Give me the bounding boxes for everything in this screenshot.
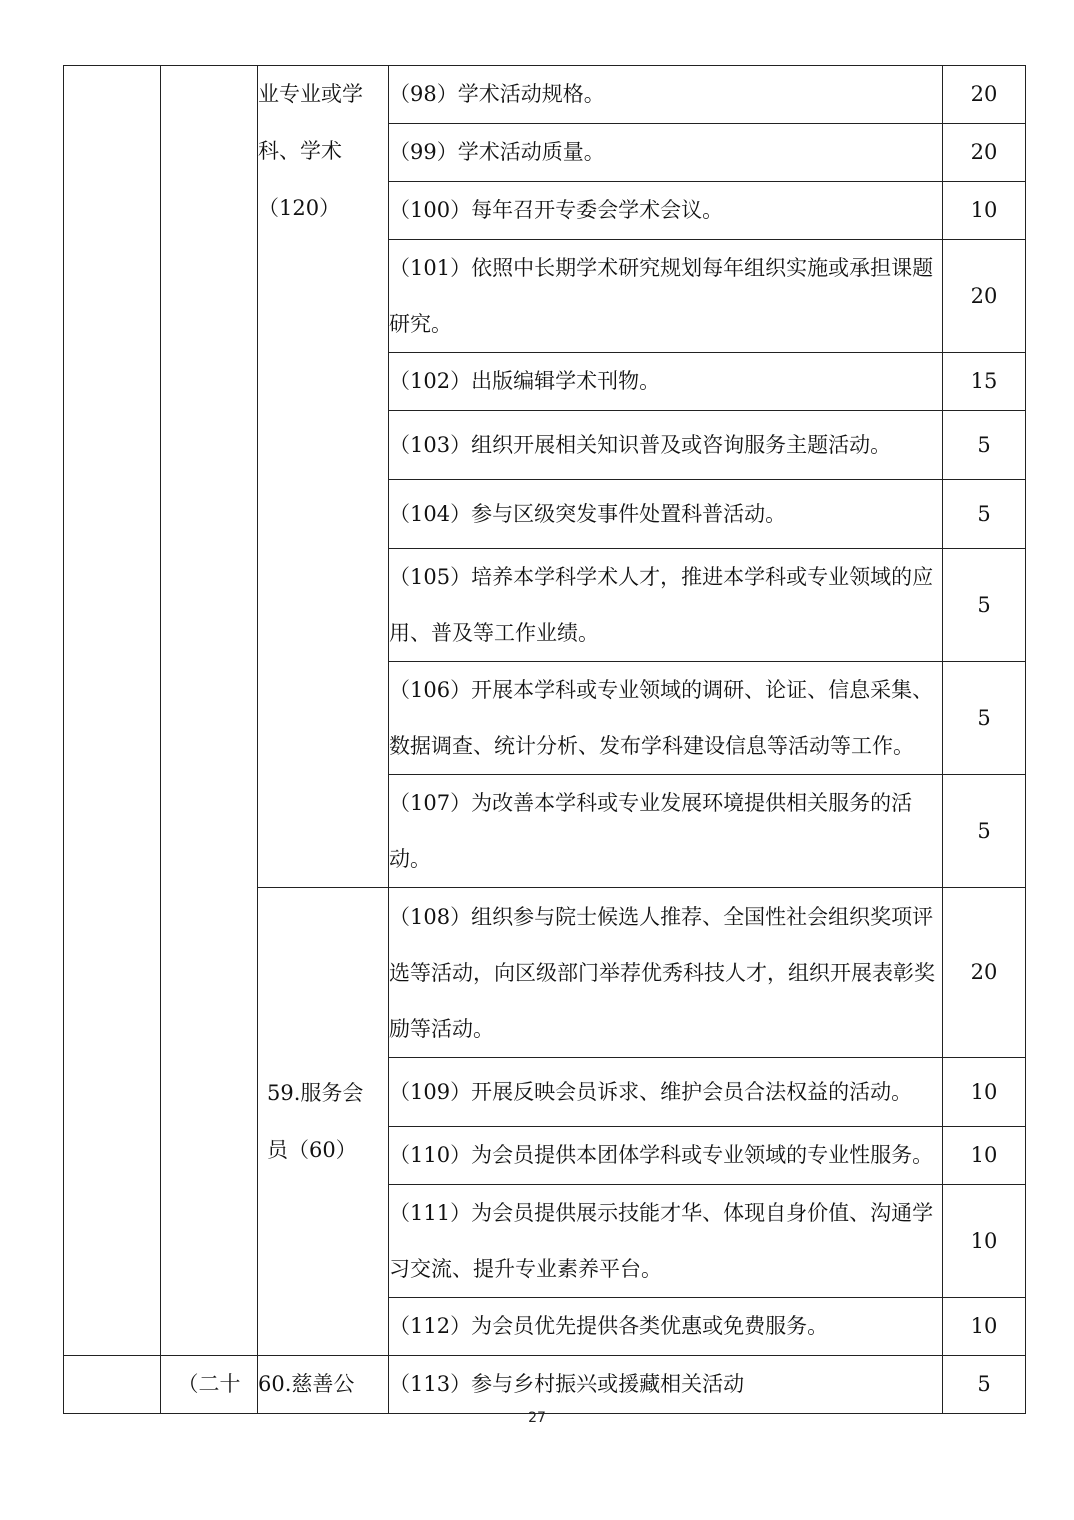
item-104: （104）参与区级突发事件处置科普活动。 (389, 480, 943, 549)
item-102: （102）出版编辑学术刊物。 (389, 353, 943, 411)
page-number: 27 (528, 1410, 546, 1426)
score-100: 10 (943, 182, 1026, 240)
item-112: （112）为会员优先提供各类优惠或免费服务。 (389, 1298, 943, 1356)
category-cell-next (64, 1356, 161, 1414)
evaluation-table (63, 65, 1026, 1414)
item-108: （108）组织参与院士候选人推荐、全国性社会组织奖项评选等活动，向区级部门举荐优秀科技人才，组织开展表彰奖励等活动。 (389, 888, 943, 1058)
item-111: （111）为会员提供展示技能才华、体现自身价值、沟通学习交流、提升专业素养平台。 (389, 1185, 943, 1298)
item-106: （106）开展本学科或专业领域的调研、论证、信息采集、数据调查、统计分析、发布学科建设信息等活动等工作。 (389, 662, 943, 775)
score-113: 5 (943, 1356, 1026, 1414)
score-104: 5 (943, 480, 1026, 549)
score-108: 20 (943, 888, 1026, 1058)
score-98: 20 (943, 66, 1026, 124)
score-111: 10 (943, 1185, 1026, 1298)
item-100: （100）每年召开专委会学术会议。 (389, 182, 943, 240)
score-103: 5 (943, 411, 1026, 480)
item-103: （103）组织开展相关知识普及或咨询服务主题活动。 (389, 411, 943, 480)
score-110: 10 (943, 1127, 1026, 1185)
score-99: 20 (943, 124, 1026, 182)
item-105: （105）培养本学科学术人才，推进本学科或专业领域的应用、普及等工作业绩。 (389, 549, 943, 662)
item-101: （101）依照中长期学术研究规划每年组织实施或承担课题研究。 (389, 240, 943, 353)
score-107: 5 (943, 775, 1026, 888)
subcategory-20: （二十 (161, 1356, 258, 1414)
item-110: （110）为会员提供本团体学科或专业领域的专业性服务。 (389, 1127, 943, 1185)
item-113: （113）参与乡村振兴或援藏相关活动 (389, 1356, 943, 1414)
item-109: （109）开展反映会员诉求、维护会员合法权益的活动。 (389, 1058, 943, 1127)
criterion-charity: 60.慈善公 (258, 1356, 389, 1414)
score-106: 5 (943, 662, 1026, 775)
subcategory-cell (161, 66, 258, 1356)
score-105: 5 (943, 549, 1026, 662)
item-99: （99）学术活动质量。 (389, 124, 943, 182)
item-107: （107）为改善本学科或专业发展环境提供相关服务的活动。 (389, 775, 943, 888)
item-98: （98）学术活动规格。 (389, 66, 943, 124)
score-102: 15 (943, 353, 1026, 411)
criterion-academic: 业专业或学科、学术（120） (258, 66, 389, 888)
score-112: 10 (943, 1298, 1026, 1356)
criterion-member-service: 59.服务会员（60） (258, 888, 389, 1356)
category-cell (64, 66, 161, 1356)
score-109: 10 (943, 1058, 1026, 1127)
score-101: 20 (943, 240, 1026, 353)
